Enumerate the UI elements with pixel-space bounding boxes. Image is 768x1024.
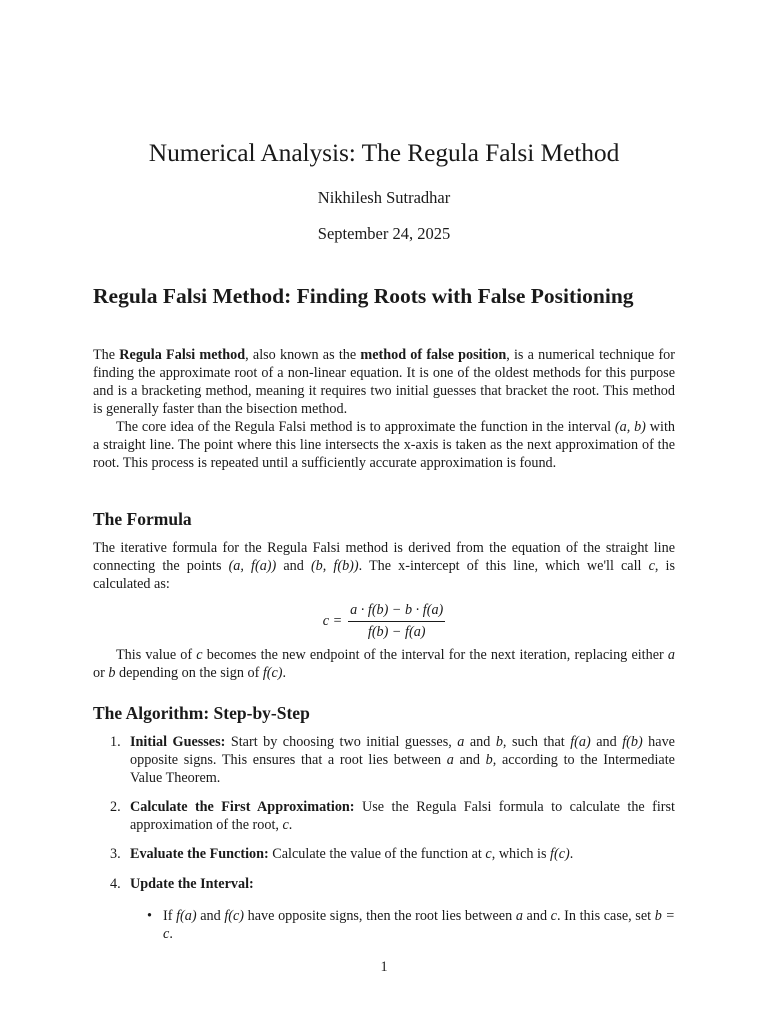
formula-paragraph-1: The iterative formula for the Regula Falsi method is derived from the equation of the straight line connecting the points (a, f(a)) and (b, f(b)). The x-intercept of this line, which we'll call c, is calculated as: [93,540,675,593]
paper-title: Numerical Analysis: The Regula Falsi Method [148,138,620,167]
equation-numerator: a · f(b) − b · f(a) [348,602,445,622]
publication-date: September 24, 2025 [317,224,451,243]
term-regula-falsi: Regula Falsi method [119,347,246,363]
page-number: 1 [380,959,388,975]
equation-lhs: c = [322,613,343,629]
section-heading: Regula Falsi Method: Finding Roots with False Positioning [93,284,634,308]
intro-paragraph-1: The Regula Falsi method, also known as the method of false position, is a numerical technique for finding the approximate root of a non-linear equation. It is one of the oldest methods for this purpose and is a bracketing method, meaning it requires two initial guesses that bracket the root. This method is generally faster than the bisection method. [93,347,675,418]
formula-paragraph-2: This value of c becomes the new endpoint of the interval for the next iteration, replacing either a or b depending on the sign of f(c). [93,647,676,682]
author-name: Nikhilesh Sutradhar [317,188,451,207]
formula-heading: The Formula [93,509,192,529]
list-item: 1. Initial Guesses: Start by choosing two initial guesses, a and b, such that f(a) and f(b) have opposite signs. This ensures that a root lies between a and b, according to the Intermediate Value Theorem. [110,734,675,787]
list-item: 3. Evaluate the Function: Calculate the value of the function at c, which is f(c). [110,846,574,863]
term-false-position: method of false position [360,347,507,363]
intro-paragraph-2: The core idea of the Regula Falsi method is to approximate the function in the interval (a, b) with a straight line. The point where this line intersects the x-axis is taken as the next approximation of the root. This process is repeated until a sufficiently accurate approximation is found. [93,419,675,472]
algorithm-heading: The Algorithm: Step-by-Step [93,703,310,723]
list-item: • If f(a) and f(c) have opposite signs, then the root lies between a and c. In this case, set b = c. [147,907,675,942]
update-interval-bullets [130,907,675,943]
bullet-icon: • [147,907,152,924]
equation-denominator: f(b) − f(a) [367,624,426,640]
list-item: 4. Update the Interval: • If f(a) and f(c) have opposite signs, then the root lies between a and c. In this case, set b = c. [110,875,675,942]
list-item: 2. Calculate the First Approximation: Use the Regula Falsi formula to calculate the first approximation of the root, c. [110,799,675,834]
equation-fraction [348,602,445,641]
regula-falsi-equation [93,602,675,641]
algorithm-steps-list [93,733,675,954]
